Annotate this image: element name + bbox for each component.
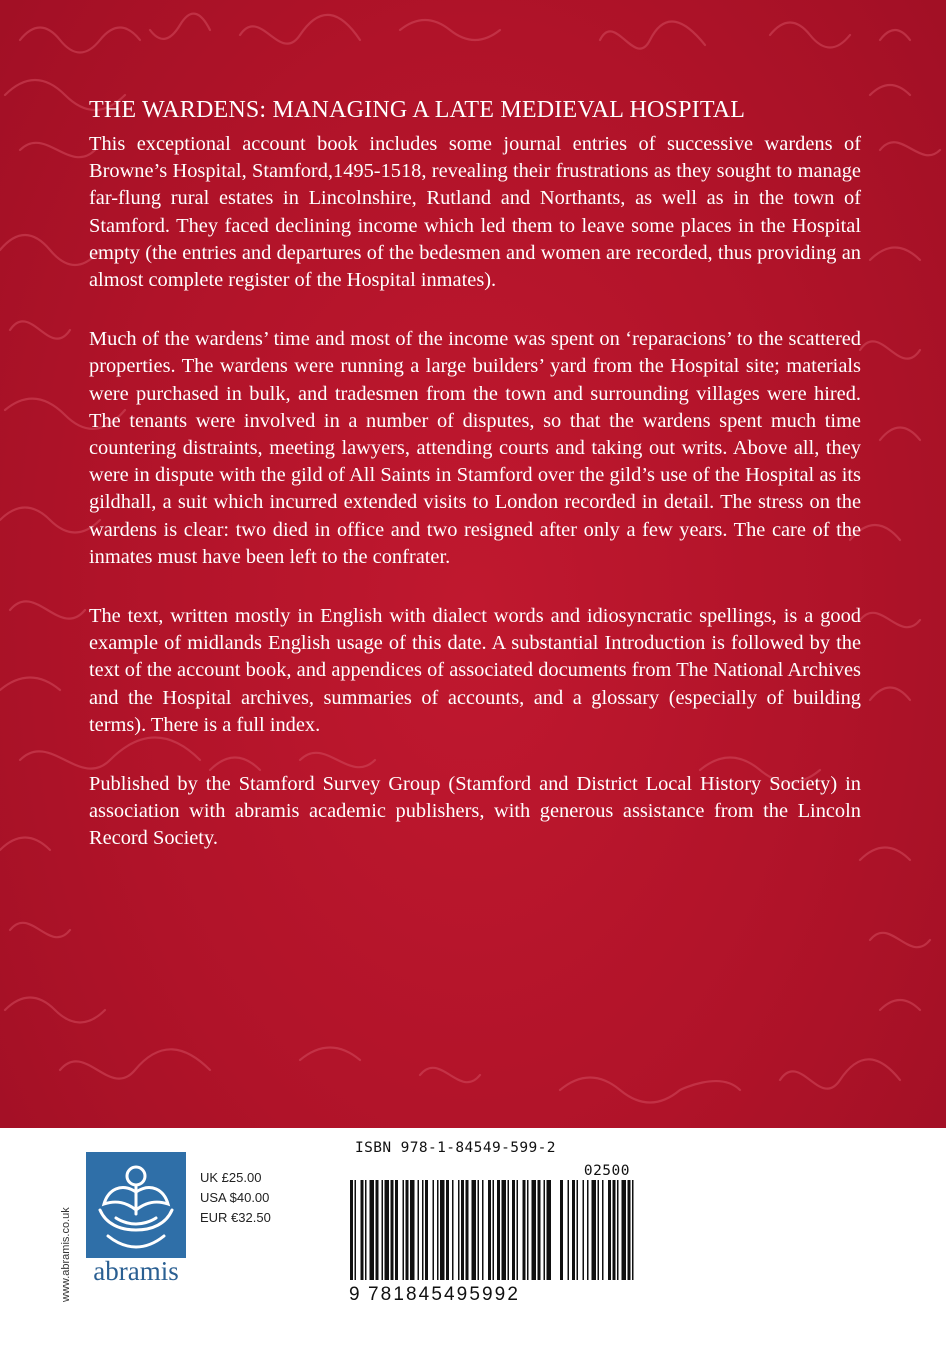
barcode-bar (613, 1180, 616, 1280)
price-list (200, 1168, 310, 1228)
barcode-bar (583, 1180, 585, 1280)
barcode-bar (440, 1180, 445, 1280)
abramis-figure-icon (86, 1152, 186, 1258)
barcode-bar (410, 1180, 415, 1280)
barcode-bar (598, 1180, 600, 1280)
isbn-label: ISBN 978-1-84549-599-2 (355, 1140, 556, 1156)
barcode-bar (622, 1180, 627, 1280)
barcode-bar (568, 1180, 570, 1280)
barcode-bar (370, 1180, 375, 1280)
barcode-bar (482, 1180, 484, 1280)
price-uk: UK £25.00 (200, 1170, 262, 1185)
description-paragraph-1: This exceptional account book includes some journal entries of successive wardens of Browne’s Hospital, Stamford,1495-1518, revealing their frustrations as they sought to manage far-flung rural estates in Lincolnshire, Rutland and Northants, as well as in the town of Stamford. They faced declining income which led them to leave some places in the Hospital empty (the entries and departures of the bedesmen and women are recorded, thus providing an almost complete register of the Hospital inmates). (89, 133, 861, 292)
barcode-bar (395, 1180, 398, 1280)
barcode-bar (406, 1180, 409, 1280)
barcode-bar (608, 1180, 611, 1280)
barcode-bar (517, 1180, 519, 1280)
description-paragraph-3: The text, written mostly in English with dialect words and idiosyncratic spellings, is a good example of midlands English usage of this date. A substantial Introduction is followed by the text of the account book, and appendices of associated documents from The National Archives and the Hospital archives, summaries of accounts, and a glossary (especially of building terms). There is a full index. (89, 605, 861, 736)
publisher-paragraph: Published by the Stamford Survey Group (Stamford and District Local History Society) in association with abramis academic publishers, with generous assistance from the Lincoln Record Society. (89, 773, 861, 850)
barcode-bar (425, 1180, 428, 1280)
barcode-bar (437, 1180, 439, 1280)
barcode-bar (512, 1180, 515, 1280)
barcode-price-code: 02500 (583, 1163, 630, 1179)
barcode-bar (365, 1180, 367, 1280)
barcode-bar (602, 1180, 604, 1280)
barcode-bar (508, 1180, 510, 1280)
price-usa: USA $40.00 (200, 1190, 270, 1205)
barcode-bar (532, 1180, 537, 1280)
price-eur: EUR €32.50 (200, 1210, 271, 1225)
barcode-bar (544, 1180, 546, 1280)
barcode-bar (587, 1180, 589, 1280)
description-paragraph-2: Much of the wardens’ time and most of the income was spent on ‘reparacions’ to the scattered properties. The wardens were running a large builders’ yard from the Hospital site; materials were purchased in bulk, and tradesmen from the town and surrounding villages were hired. The tenants were involved in a number of disputes, so that the wardens spent much time countering distraints, meeting lawyers, attending courts and taking out writs. Above all, they were in dispute with the gild of All Saints in Stamford over the gild’s use of the Hospital as its gildhall, a suit which incurred extended visits to London recorded in detail. The stress on the wardens is clear: two died in office and two resigned after only a few years. The care of the inmates must have been left to the confrater. (89, 328, 861, 568)
barcode-bar (446, 1180, 449, 1280)
barcode-bar (488, 1180, 491, 1280)
barcode-bar (422, 1180, 424, 1280)
barcode-bar (628, 1180, 631, 1280)
barcode-bar (391, 1180, 394, 1280)
book-title: THE WARDENS: MANAGING A LATE MEDIEVAL HOSPITAL (89, 97, 746, 123)
barcode-bar (617, 1180, 619, 1280)
barcode-bar (458, 1180, 460, 1280)
barcode-bar (403, 1180, 405, 1280)
barcode-bar (361, 1180, 364, 1280)
barcode-bar (592, 1180, 597, 1280)
barcode-bar (497, 1180, 500, 1280)
barcode-bar (577, 1180, 579, 1280)
barcode-bar (452, 1180, 454, 1280)
barcode-bar (355, 1180, 357, 1280)
barcode-bar (547, 1180, 552, 1280)
barcode-bar (350, 1180, 353, 1280)
barcode-bar (632, 1180, 634, 1280)
abramis-logo-wordmark: abramis (93, 1256, 179, 1286)
barcode-bar (418, 1180, 420, 1280)
barcode-bar (478, 1180, 480, 1280)
barcode-bar (538, 1180, 541, 1280)
barcode-bar (502, 1180, 507, 1280)
isbn-lead-digit: 9 (349, 1284, 360, 1305)
isbn-barcode (348, 1180, 638, 1284)
barcode-bar (376, 1180, 379, 1280)
barcode-bar (385, 1180, 390, 1280)
barcode-bar (461, 1180, 464, 1280)
isbn-digits: 781845495992 (368, 1284, 521, 1305)
barcode-bar (560, 1180, 563, 1280)
barcode-bar (527, 1180, 529, 1280)
barcode-bar (382, 1180, 384, 1280)
barcode-bar (472, 1180, 477, 1280)
barcode-bar (523, 1180, 526, 1280)
barcode-bar (466, 1180, 469, 1280)
barcode-bar (433, 1180, 435, 1280)
publisher-website: www.abramis.co.uk (60, 1207, 72, 1302)
barcode-bar (572, 1180, 575, 1280)
barcode-bar (493, 1180, 495, 1280)
back-cover-text (89, 95, 861, 885)
